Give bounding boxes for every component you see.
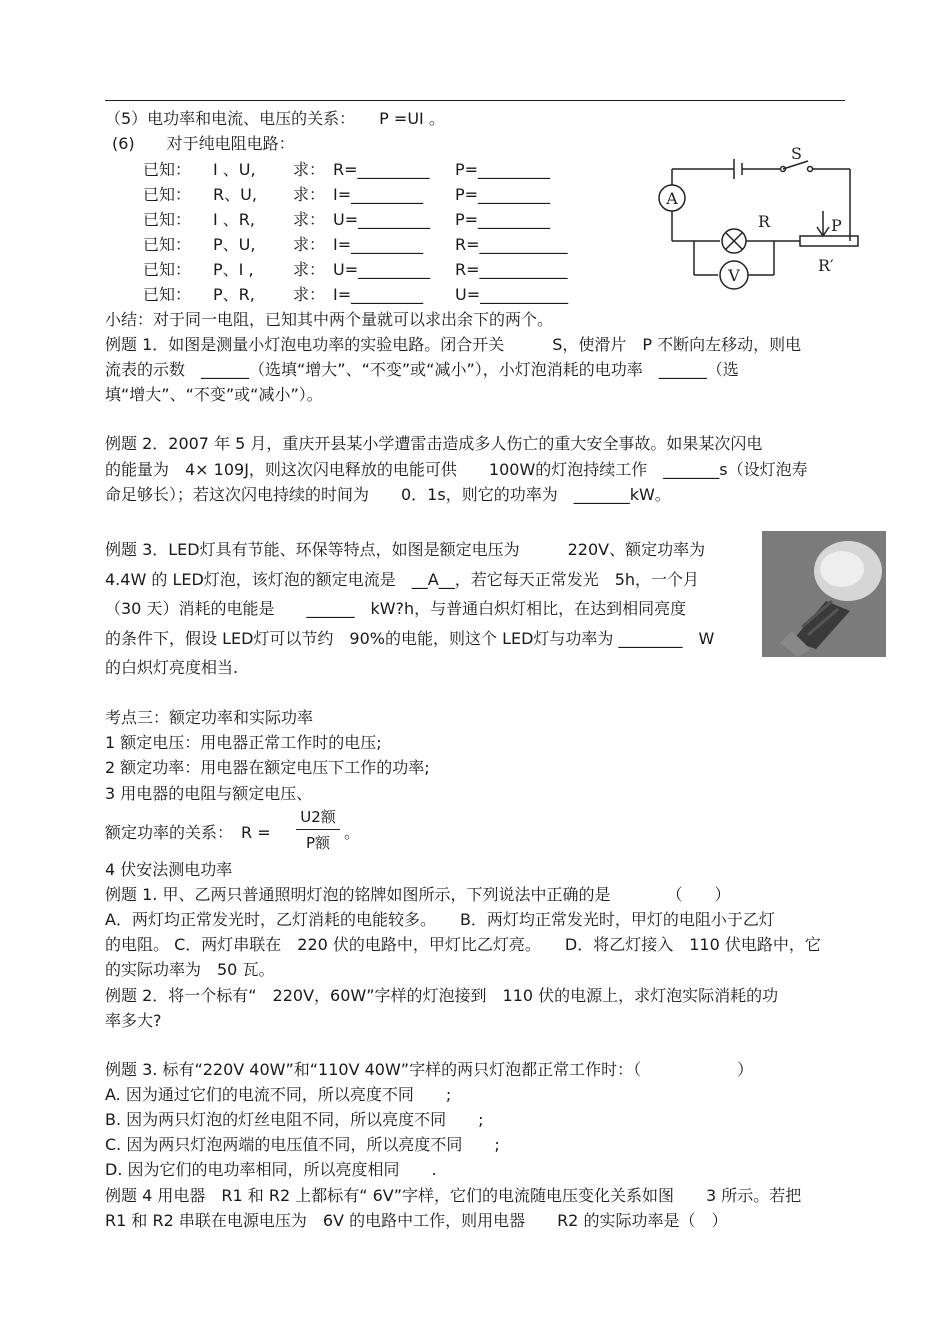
formula-tail: 。	[344, 823, 361, 842]
question-3-option: A. 因为通过它们的电流不同，所以亮度不同 ;	[105, 1085, 452, 1104]
example-3-line: （30 天）消耗的电能是 ______ kW?h，与普通白炽灯相比，在达到相同亮度	[105, 599, 687, 618]
question-1-line: A．两灯均正常发光时，乙灯消耗的电能较多。 B．两灯均正常发光时，甲灯的电阻小于乙灯	[105, 910, 775, 929]
question-1-line: 的实际功率为 50 瓦。	[105, 960, 275, 979]
led-bulb-photo	[762, 531, 886, 657]
point-3-line: 1 额定电压：用电器正常工作时的电压;	[105, 733, 382, 752]
formula-fraction	[296, 806, 340, 853]
question-3-option: B. 因为两只灯泡的灯丝电阻不同，所以亮度不同 ;	[105, 1110, 484, 1129]
rheostat-label: R′	[818, 256, 834, 275]
summary: 小结：对于同一电阻，已知其中两个量就可以求出余下的两个。	[105, 310, 554, 329]
example-2-line: 的能量为 4× 109J，则这次闪电释放的电能可供 100W的灯泡持续工作 _______s（设灯泡寿	[105, 460, 808, 479]
top-rule	[105, 100, 845, 101]
switch-label: S	[791, 145, 802, 163]
question-3-option: D. 因为它们的电功率相同，所以亮度相同 .	[105, 1160, 437, 1179]
point-3-title: 考点三：额定功率和实际功率	[105, 708, 314, 727]
example-3-line: 4.4W 的 LED灯泡，该灯泡的额定电流是 __A__，若它每天正常发光 5h，一个月	[105, 570, 700, 589]
question-1-line: 的电阻。 C．两灯串联在 220 伏的电路中，甲灯比乙灯亮。 D．将乙灯接入 110 伏电路中，它	[105, 935, 821, 954]
question-3-option: C. 因为两只灯泡两端的电压值不同，所以亮度不同 ;	[105, 1135, 500, 1154]
question-4-line: R1 和 R2 串联在电源电压为 6V 的电路中工作，则用电器 R2 的实际功率是（ ）	[105, 1211, 728, 1230]
resistor-label: R	[758, 212, 771, 231]
point-3-line: 2 额定功率：用电器在额定电压下工作的功率;	[105, 758, 430, 777]
question-4-line: 例题 4 用电器 R1 和 R2 上都标有“ 6V”字样，它们的电流随电压变化关系如图 3 所示。若把	[105, 1186, 802, 1205]
given-row: 已知： P、I , 求： U=_________ R=___________	[143, 260, 568, 279]
point-3-line: 3 用电器的电阻与额定电压、	[105, 784, 313, 803]
section-6: (6) 对于纯电阻电路：	[112, 134, 295, 153]
question-2-line: 例题 2．将一个标有“ 220V，60W”字样的灯泡接到 110 伏的电源上，求灯泡实际消耗的功	[105, 986, 779, 1005]
formula-lead: 额定功率的关系： R =	[105, 823, 271, 842]
example-2-line: 命足够长）；若这次闪电持续的时间为 0．1s，则它的功率为 _______kW。	[105, 485, 671, 504]
question-1-line: 例题 1. 甲、乙两只普通照明灯泡的铭牌如图所示，下列说法中正确的是 （ ）	[105, 885, 731, 904]
example-1-line: 流表的示数 ______（选填“增大”、“不变”或“减小”），小灯泡消耗的电功率 ______（选	[105, 360, 739, 379]
formula-denominator: P额	[305, 834, 331, 852]
slider-label: P	[831, 216, 842, 235]
circuit-diagram	[650, 145, 870, 305]
point-4-title: 4 伏安法测电功率	[105, 860, 233, 879]
ammeter-label: A	[666, 189, 678, 208]
example-3-line: 例题 3．LED灯具有节能、环保等特点，如图是额定电压为 220V、额定功率为	[105, 540, 706, 559]
given-row: 已知： P、R, 求： I=_________ U=___________	[143, 285, 569, 304]
given-row: 已知： R、U, 求： I=_________ P=_________	[143, 185, 551, 204]
given-row: 已知： P、U, 求： I=_________ R=___________	[143, 235, 568, 254]
example-3-line: 的白炽灯亮度相当.	[105, 658, 239, 677]
example-3-line: 的条件下，假设 LED灯可以节约 90%的电能，则这个 LED灯与功率为 ________ W	[105, 629, 715, 648]
question-3-line: 例题 3. 标有“220V 40W”和“110V 40W”字样的两只灯泡都正常工作时：（ ）	[105, 1060, 754, 1079]
given-row: 已知： I 、R, 求： U=_________ P=_________	[143, 210, 551, 229]
voltmeter-label: V	[728, 266, 740, 285]
section-5: （5）电功率和电流、电压的关系： P =UI 。	[105, 109, 445, 128]
example-2-line: 例题 2．2007 年 5 月，重庆开县某小学遭雷击造成多人伤亡的重大安全事故。如果某次闪电	[105, 434, 763, 453]
given-row: 已知： I 、U, 求： R=_________ P=_________	[143, 160, 551, 179]
example-1-line: 填“增大”、“不变”或“减小”）。	[105, 385, 323, 404]
example-1-line: 例题 1．如图是测量小灯泡电功率的实验电路。闭合开关 S，使滑片 P 不断向左移动，则电	[105, 335, 802, 354]
question-2-line: 率多大?	[105, 1011, 162, 1030]
formula-numerator: U2额	[296, 806, 340, 830]
